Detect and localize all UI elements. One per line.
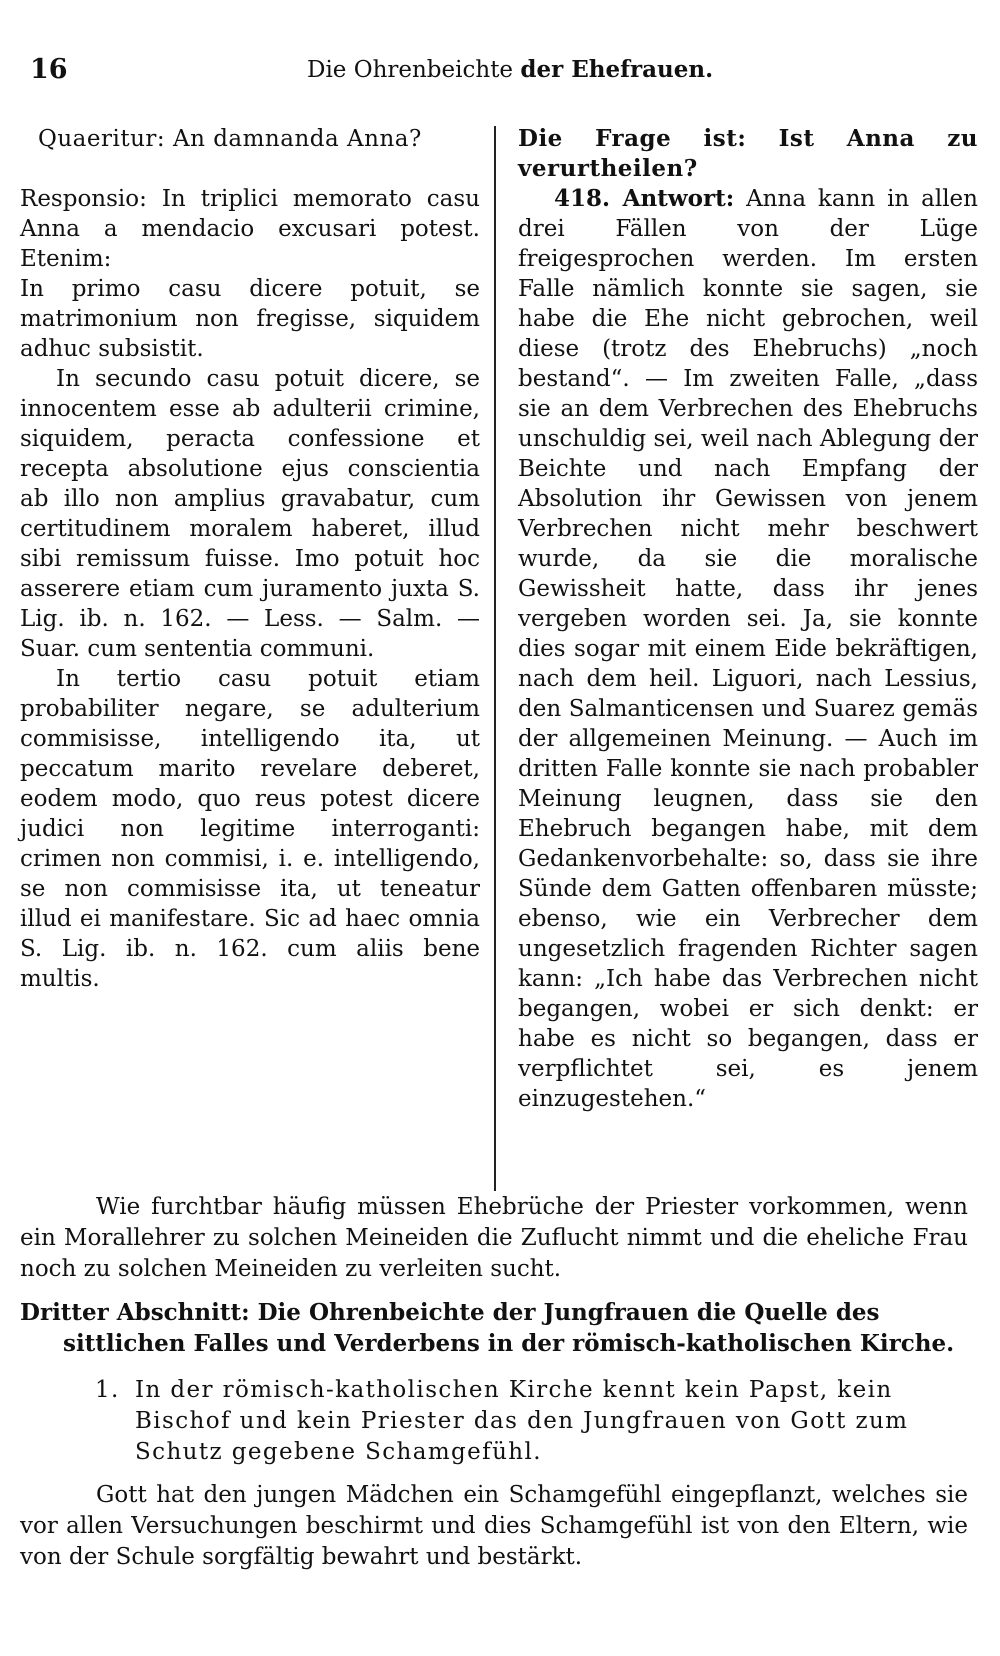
section-heading: Dritter Abschnitt: Die Ohrenbeichte der Jungfrauen die Quelle des sittlichen Falles und Verderbens in der römisch-katholischen Kirche. xyxy=(20,1299,955,1357)
section-heading-block xyxy=(20,1297,968,1359)
closing-paragraph-block xyxy=(20,1192,968,1285)
section-body: Gott hat den jungen Mädchen ein Schamgefühl eingepflanzt, welches sie vor allen Versuchungen beschirmt und dies Schamgefühl ist von den Eltern, wie von der Schule sorgfältig bewahrt und bestärkt. xyxy=(20,1482,968,1570)
answer-label: Antwort: xyxy=(610,185,735,212)
latin-paragraph: Responsio: In triplici memorato casu Anna a mendacio excusari potest. Etenim: xyxy=(20,186,480,272)
running-head-bold: der Ehefrauen. xyxy=(520,56,714,83)
german-answer xyxy=(518,184,978,1114)
latin-paragraph: In tertio casu potuit etiam probabiliter negare, se adulterium commisisse, intelligendo ita, ut peccatum marito revelare deberet, eodem modo, quo reus potest dicere judici non legitime interroganti: crimen non commisi, i. e. intelligendo, se non commisisse ita, ut teneatur illud ei manifestare. Sic ad haec omnia S. Lig. ib. n. 162. cum aliis bene multis. xyxy=(20,666,480,992)
item-text: In der römisch-katholischen Kirche kennt kein Papst, kein Bischof und kein Priester das den Jungfrauen von Gott zum Schutz gegebene Schamgefühl. xyxy=(135,1377,909,1465)
section-body-block xyxy=(20,1480,968,1573)
numbered-item xyxy=(95,1375,970,1468)
latin-paragraph: In primo casu dicere potuit, se matrimonium non fregisse, siquidem adhuc subsistit. xyxy=(20,276,480,362)
german-question: Die Frage ist: Ist Anna zu verurtheilen? xyxy=(518,125,978,182)
answer-number: 418. xyxy=(554,185,611,212)
column-divider xyxy=(494,126,496,1191)
answer-text: Anna kann in allen drei Fällen von der Lüge freigesprochen werden. Im ersten Falle nämlich konnte sie sagen, sie habe die Ehe nicht gebrochen, weil diese (trotz des Ehebruchs) „noch bestand“. — Im zweiten Falle, „dass sie an dem Verbrechen des Ehebruchs unschuldig sei, weil nach Ablegung der Beichte und nach Empfang der Absolution ihr Gewissen von jenem Verbrechen nicht mehr beschwert wurde, da sie die moralische Gewissheit hatte, dass ihr jenes vergeben worden sei. Ja, sie konnte dies sogar mit einem Eide bekräftigen, nach dem heil. Liguori, nach Lessius, den Salmanticensen und Suarez gemäs der allgemeinen Meinung. — Auch im dritten Falle konnte sie nach probabler Meinung leugnen, dass sie den Ehebruch begangen habe, mit dem Gedankenvorbehalte: so, dass sie ihre Sünde dem Gatten offenbaren müsste; ebenso, wie ein Verbrecher dem ungesetzlich fragenden Richter sagen kann: „Ich habe das Verbrechen nicht begangen, wobei er sich denkt: er habe es nicht so begangen, dass er verpflichtet sei, es jenem einzugestehen.“ xyxy=(518,186,978,1112)
page-header xyxy=(22,54,952,94)
item-number: 1. xyxy=(95,1377,120,1403)
running-head-plain: Die Ohrenbeichte xyxy=(307,57,521,83)
running-head xyxy=(307,56,713,83)
page-number: 16 xyxy=(30,54,68,85)
latin-paragraph: In secundo casu potuit dicere, se innocentem esse ab adulterii crimine, siquidem, peracta confessione et recepta absolutione ejus conscientia ab illo non amplius gravabatur, cum certitudinem moralem haberet, illud sibi remissum fuisse. Imo potuit hoc asserere etiam cum juramento juxta S. Lig. ib. n. 162. — Less. — Salm. — Suar. cum sententia communi. xyxy=(20,366,480,662)
latin-question: Quaeritur: An damnanda Anna? xyxy=(38,126,422,152)
closing-paragraph: Wie furchtbar häufig müssen Ehebrüche der Priester vorkommen, wenn ein Morallehrer zu solchen Meineiden die Zuflucht nimmt und die eheliche Frau noch zu solchen Meineiden zu verleiten sucht. xyxy=(20,1194,968,1282)
german-column xyxy=(518,124,978,1114)
latin-column xyxy=(20,124,480,994)
